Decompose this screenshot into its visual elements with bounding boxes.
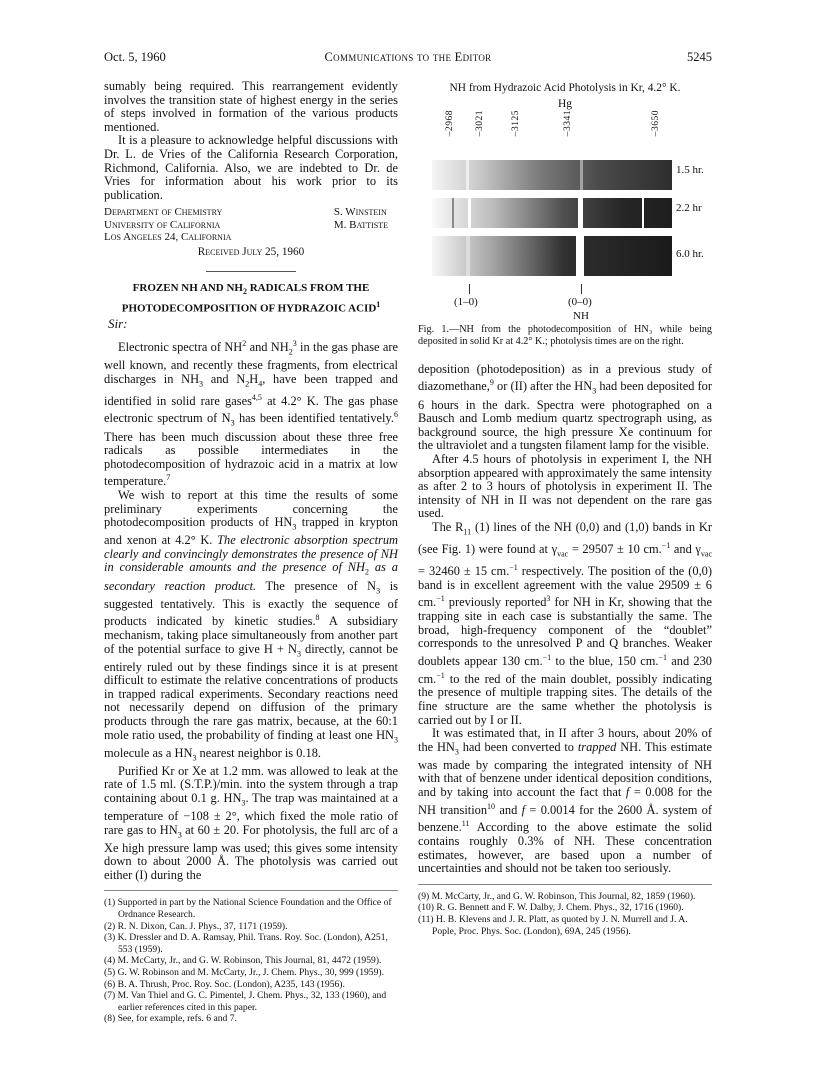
author-1: S. Winstein	[333, 206, 387, 219]
header-date: Oct. 5, 1960	[104, 50, 166, 64]
footnote: (7) M. Van Thiel and G. C. Pimentel, J. Chem. Phys., 32, 133 (1960), and earlier references cited in this paper.	[104, 990, 387, 1013]
prev-paragraph-1: sumably being required. This rearrangement evidently involves the transition state of highest energy in the series of steps involved in formation of the various products mentioned.	[104, 79, 398, 134]
footnotes-left	[104, 897, 398, 1025]
body-paragraph-6: The $R_{11}$ (1) lines of the NH (0,0) and (1,0) bands in Kr (see Fig. 1) were found at $\gamma_{vac} = 29507 \pm 10$ cm.$^{-1}$ and $\gamma_{vac} = 32460 \pm 15$ cm.$^{-1}$ respectively. The position of the (0,0) band is in excellent agreement with the value 29509 ± 6 cm.$^{-1}$ previously reported$^3$ for NH in Kr, showing that the trapping site in each case is substantially the same. The broad, high-frequency component of the “doublet” corresponds to the unresolved P and Q branches. Weaker doublets appear 130 cm.$^{-1}$ to the blue, 150 cm.$^{-1}$ and 230 cm.$^{-1}$ to the red of the main doublet, possibly indicating the presence of multiple trapping sites. The details of the fine structure are the same whether the photolysis is carried out by I or II.	[418, 519, 713, 727]
footnotes-right	[418, 891, 712, 937]
body-paragraph-3: Purified Kr or Xe at 1.2 mm. was allowed to leak at the rate of 1.5 ml. (S.T.P.)/min. into the system through a trap containing about 0.1 g. $HN_3$. The trap was maintained at a temperature of −108 ± 2°, which fixed the mole ratio of rare gas to $HN_3$ at 60 ± 20. For photolysis, the full arc of a Xe high pressure lamp was used; this gives some intensity down to about 2000 Å. The photolysis was carried out either (I) during the	[104, 763, 398, 882]
footnote-divider	[418, 884, 712, 885]
affiliation-block	[104, 206, 398, 243]
body-paragraph-4: deposition (photodeposition) as in a previous study of diazomethane,$^9$ or (II) after the $HN_3$ had been deposited for 6 hours in the dark. Spectra were photographed on a Bausch and Lomb medium quartz spectrograph using, as background source, the high pressure Xe continuum for the ultraviolet and a tungsten filament lamp for the visible.	[418, 361, 713, 453]
footnote: (3) K. Dressler and D. A. Ramsay, Phil. Trans. Roy. Soc. (London), A251, 553 (1959).	[104, 932, 388, 955]
page-header	[104, 50, 712, 66]
right-column	[418, 80, 712, 937]
affiliation-line-1: Department of Chemistry	[104, 206, 223, 219]
spectrogram	[432, 150, 672, 282]
wavelength-label: –3341	[563, 109, 573, 136]
acknowledgment-paragraph: It is a pleasure to acknowledge helpful discussions with Dr. L. de Vries of the California Research Corporation, Richmond, California. Also, we are indebted to Dr. de Vries for information about his work prior to its publication.	[104, 133, 398, 202]
time-label: 1.5 hr.	[676, 163, 704, 176]
spectrum-strip-2	[432, 198, 672, 228]
section-divider	[206, 271, 296, 272]
footnote: (1) Supported in part by the National Science Foundation and the Office of Ordnance Research.	[104, 897, 392, 920]
wavelength-label: –2968	[445, 109, 455, 136]
time-label: 2.2 hr	[676, 201, 702, 214]
footnote: (6) B. A. Thrush, Proc. Roy. Soc. (London), A235, 143 (1956).	[104, 978, 345, 990]
wavelength-label: –3125	[511, 109, 521, 136]
band-tick	[581, 284, 582, 294]
article-title: FROZEN NH AND $NH_2$ RADICALS FROM THE PHOTODECOMPOSITION OF HYDRAZOIC ACID$^1$	[121, 282, 381, 315]
spectra-figure	[418, 98, 712, 320]
band-label-0-0: (0–0)	[568, 295, 592, 308]
hg-label: Hg	[558, 97, 573, 110]
figure-title: NH from Hydrazoic Acid Photolysis in Kr, 4.2° K.	[449, 82, 681, 94]
affiliation-line-2: University of California	[104, 218, 221, 231]
wavelength-label: –3650	[651, 109, 661, 136]
footnote: (9) M. McCarty, Jr., and G. W. Robinson, This Journal, 82, 1859 (1960).	[418, 890, 696, 902]
species-label: NH	[573, 309, 589, 322]
footnote: (4) M. McCarty, Jr., and G. W. Robinson, This Journal, 81, 4472 (1959).	[104, 955, 382, 967]
body-paragraph-2: We wish to report at this time the results of some preliminary experiments concerning the photodecomposition products of $HN_3$ trapped in krypton and xenon at 4.2° K. The electronic absorption spectrum clearly and convincingly demonstrates the presence of NH in considerable amounts and the presence of $NH_2$ as a secondary reaction product. The presence of $N_3$ is suggested tentatively. This is exactly the sequence of products indicated by kinetic studies.$^8$ A subsidiary mechanism, taking place simultaneously from another part of the potential surface to give $H + N_3$ directly, cannot be entirely ruled out by these findings since it is at present difficult to estimate the relative concentrations of products in trapped radical experiments. Secondary reactions need not necessarily depend on diffusion of the primary products through the rare gas matrix, because, at the 60:1 mole ratio used, the probability of finding at least one $HN_3$ molecule as a $HN_3$ nearest neighbor is 0.18.	[104, 488, 399, 763]
time-label: 6.0 hr.	[676, 247, 704, 260]
footnote: (11) H. B. Klevens and J. R. Platt, as quoted by J. N. Murrell and J. A. Pople, Proc. Phys. Soc. (London), 69A, 245 (1956).	[418, 914, 688, 937]
band-label-1-0: (1–0)	[454, 295, 478, 308]
spectrum-strip-3	[432, 236, 672, 276]
footnote-divider	[104, 890, 398, 891]
salutation: Sir:	[108, 316, 128, 332]
body-paragraph-1: Electronic spectra of $NH^2$ and $NH_2^3$ in the gas phase are well known, and recently these fragments, from electrical discharges in $NH_3$ and $N_2H_4$, have been trapped and identified in solid rare gases$^{4,5}$ at 4.2° K. The gas phase electronic spectrum of $N_3$ has been identified tentatively.$^6$ There has been much discussion about these three free radicals as possible intermediates in the photodecomposition of hydrazoic acid in a matrix at low temperature.$^7$	[104, 338, 399, 489]
received-date: Received July 25, 1960	[197, 245, 305, 258]
footnote: (2) R. N. Dixon, Can. J. Phys., 37, 1171 (1959).	[104, 920, 288, 932]
body-paragraph-7: It was estimated that, in II after 3 hours, about 20% of the $HN_3$ had been converted to trapped NH. This estimate was made by comparing the integrated intensity of NH with that of benzene under identical deposition conditions, and by taking into account the fact that f = 0.008 for the NH transition$^{10}$ and f = 0.0014 for the 2600 Å. system of benzene.$^{11}$ According to the above estimate the solid contains roughly 0.3% of NH. These concentration estimates, however, are based upon a number of uncertainties and should not be taken too seriously.	[418, 726, 712, 876]
header-section: Communications to the Editor	[324, 50, 492, 64]
footnote: (10) R. G. Bennett and F. W. Dalby, J. Chem. Phys., 32, 1716 (1960).	[418, 902, 684, 914]
figure-caption: Fig. 1.—NH from the photodecomposition of HN₃ while being deposited in solid Kr at 4.2° K.; photolysis times are on the right.	[418, 323, 712, 348]
footnote: (5) G. W. Robinson and M. McCarty, Jr., J. Chem. Phys., 30, 999 (1959).	[104, 966, 384, 978]
band-tick	[469, 284, 470, 294]
body-paragraph-5: After 4.5 hours of photolysis in experiment I, the NH absorption appeared with approximately the same intensity as after 2 to 3 hours of photolysis in experiment II. The intensity of NH in II was not dependent on the rare gas used.	[418, 451, 712, 521]
wavelength-label: –3021	[475, 109, 485, 136]
footnote: (8) See, for example, refs. 6 and 7.	[104, 1013, 237, 1025]
left-column	[104, 80, 398, 1025]
author-2: M. Battiste	[333, 218, 388, 231]
affiliation-line-3: Los Angeles 24, California	[104, 231, 232, 244]
header-page-number: 5245	[687, 50, 712, 64]
spectrum-strip-1	[432, 160, 672, 190]
